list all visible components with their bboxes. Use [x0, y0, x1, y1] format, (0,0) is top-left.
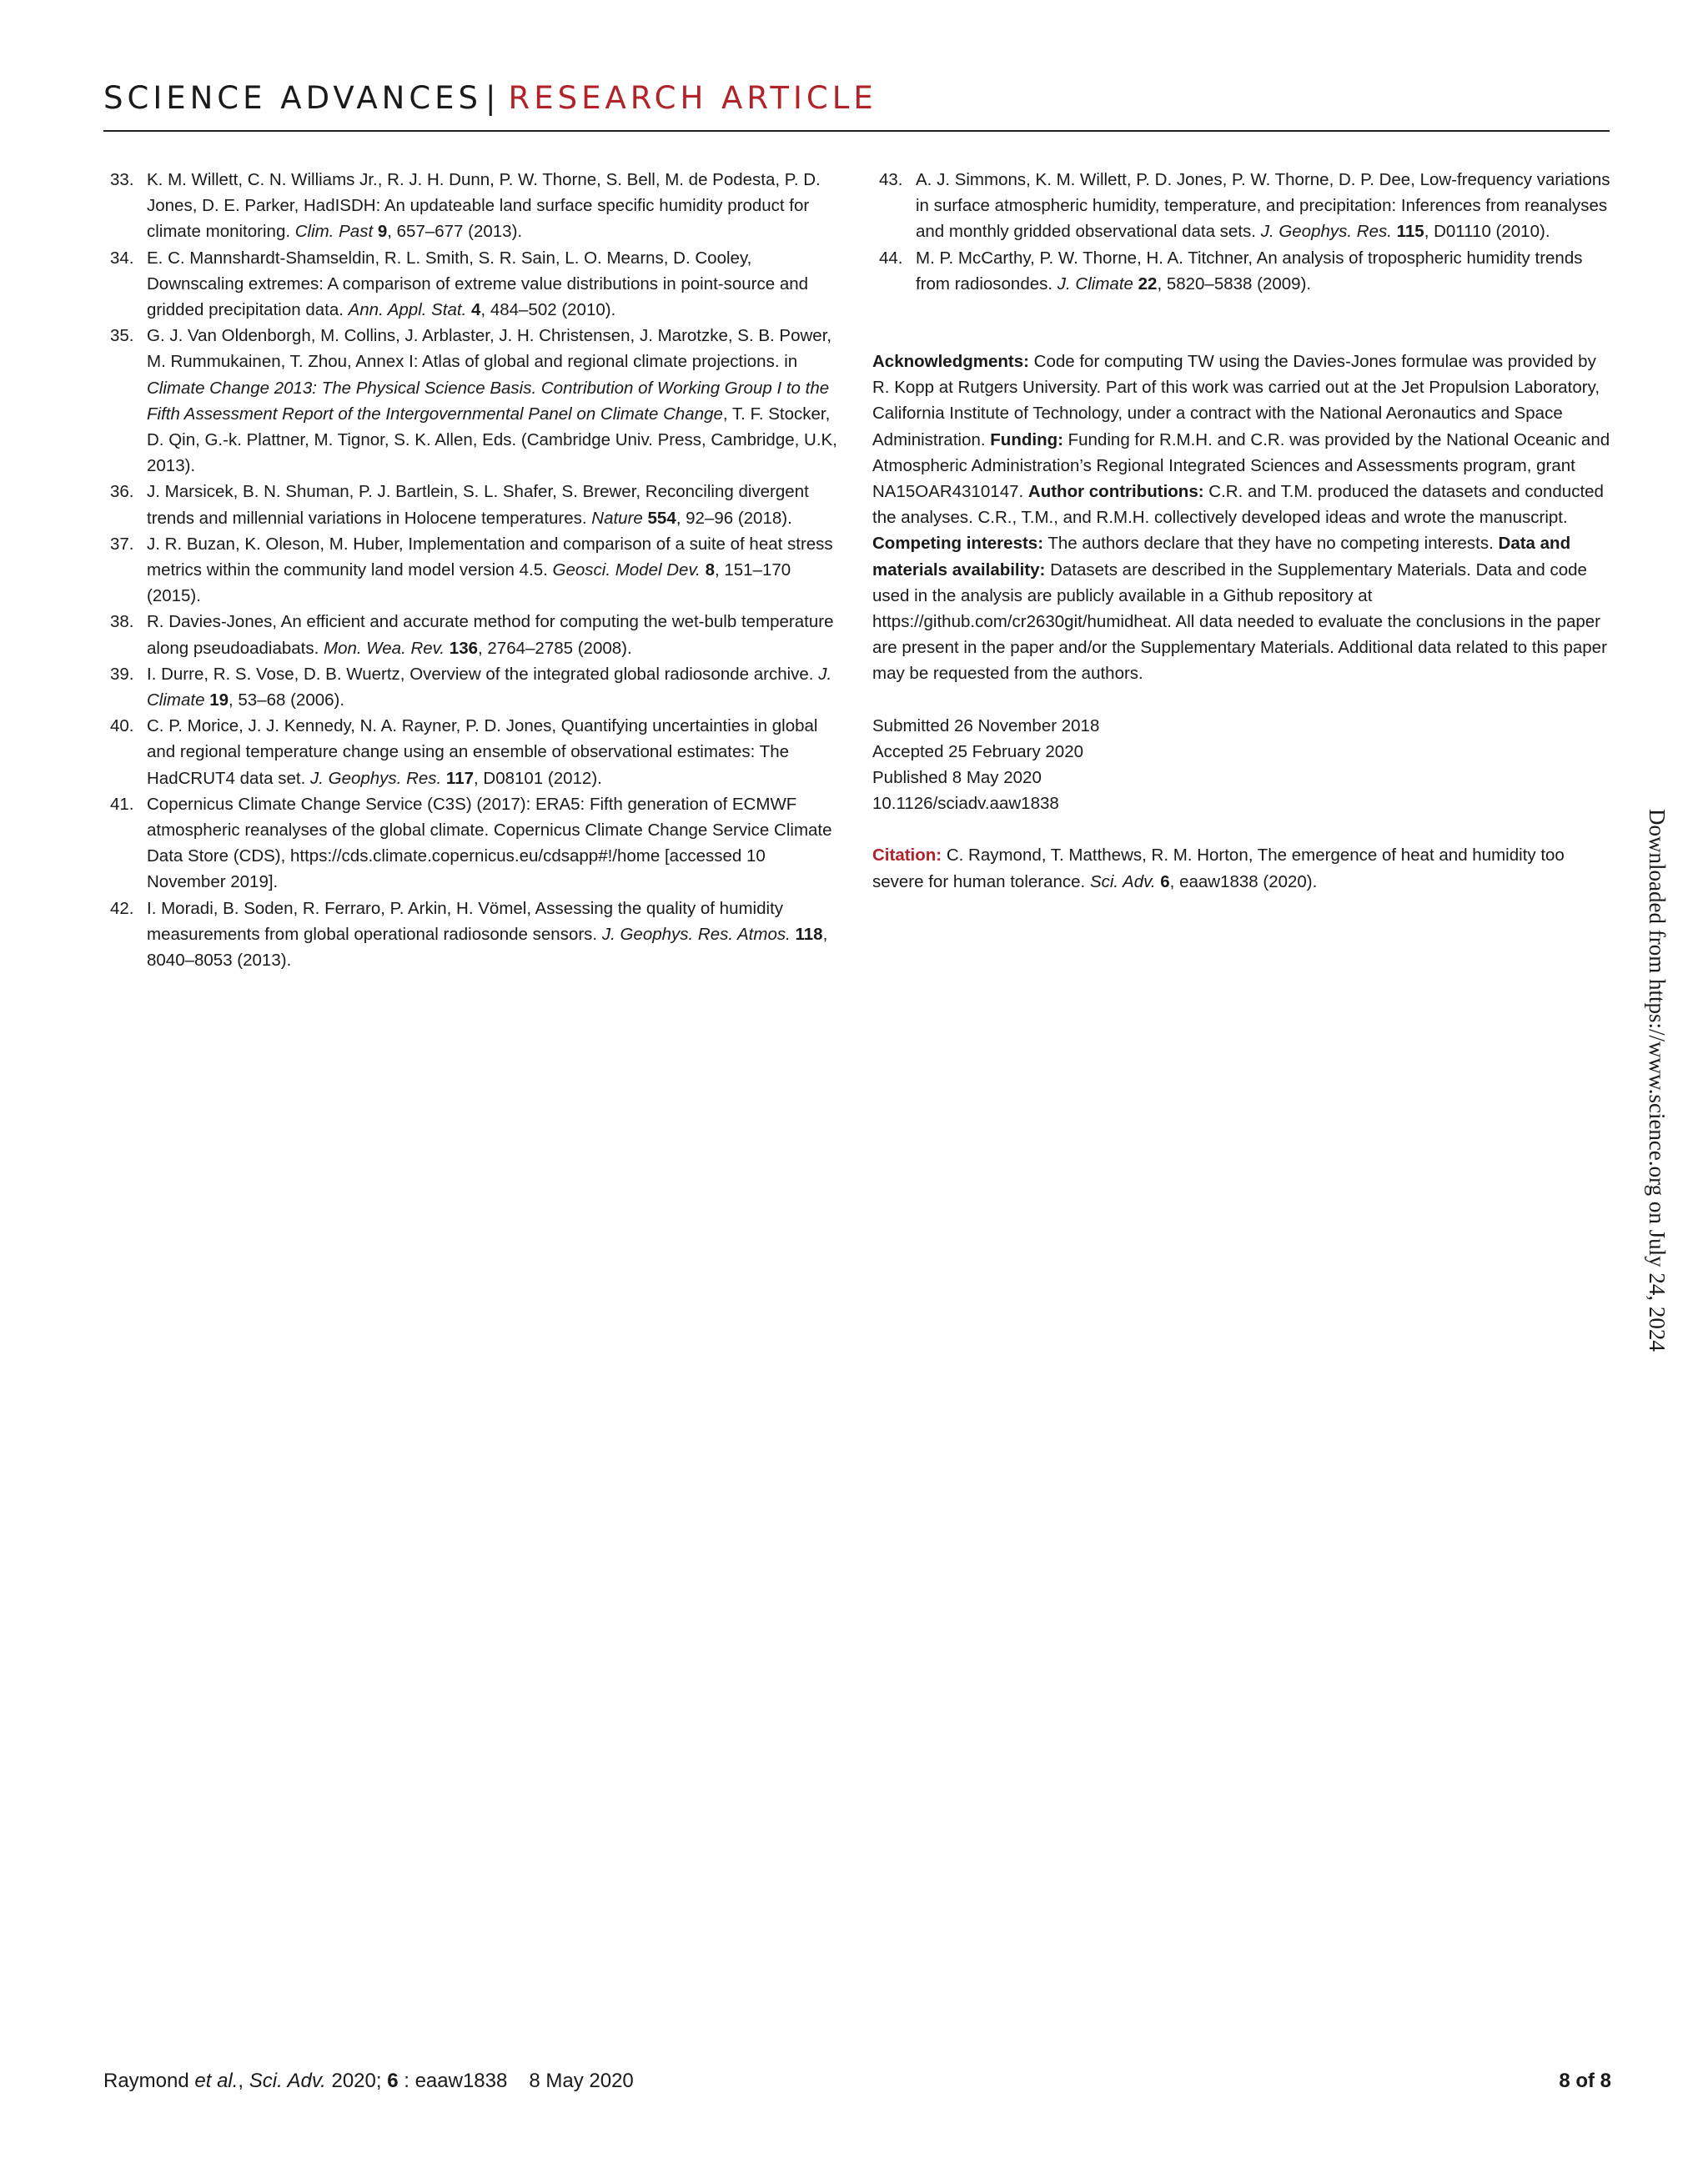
text-run: , T. F. Stocker, D. Qin, G.-k. Plattner, M. Tignor, S. K. Allen, Eds. (Cambridge Univ. Press, Cambridge, U.K, 2013). [147, 404, 837, 476]
citation-volume: 6 [1160, 871, 1170, 891]
text-run: G. J. Van Oldenborgh, M. Collins, J. Arblaster, J. H. Christensen, J. Marotzke, S. B. Power, M. Rummukainen, T. Zhou, Annex I: Atlas of global and regional climate projections. in [147, 326, 832, 372]
reference-item [103, 323, 846, 479]
bold-text: 117 [445, 768, 474, 788]
text-run: Funding for R.M.H. and C.R. was provided by the National Oceanic and Atmospheric Administration’s Regional Integrated Sciences and Assessments program, grant NA15OAR4310147. [872, 429, 1610, 502]
reference-number: 44. [879, 248, 903, 268]
reference-item [103, 896, 846, 974]
reference-item [103, 791, 846, 896]
text-run: Code for computing TW using the Davies-Jones formulae was provided by R. Kopp at Rutgers University. Part of this work was carried out at the Jet Propulsion Laboratory, California Institute of Technology, under a contract with the National Aeronautics and Space Administration. [872, 352, 1600, 449]
page-number: 8 of 8 [1559, 2070, 1611, 2092]
italic-text: J. Geophys. Res. [309, 768, 442, 788]
reference-text [916, 170, 1610, 241]
footer-journal: Sci. Adv. [249, 2070, 326, 2092]
footer-comma: , [238, 2070, 249, 2092]
text-run: I. Durre, R. S. Vose, D. B. Wuertz, Overview of the integrated global radiosonde archive. [147, 664, 819, 684]
reference-text [147, 716, 817, 787]
reference-text [147, 665, 831, 710]
download-watermark-text: Downloaded from https://www.science.org on July 24, 2024 [1645, 809, 1670, 1352]
text-run: , 53–68 (2006). [229, 690, 345, 710]
reference-item [103, 609, 846, 660]
text-run: M. P. McCarthy, P. W. Thorne, H. A. Titchner, An analysis of tropospheric humidity trends from radiosondes. [916, 248, 1583, 294]
reference-text [147, 795, 832, 892]
italic-text: J. Geophys. Res. Atmos. [601, 924, 791, 944]
publication-dates [872, 713, 1611, 817]
reference-text [147, 170, 821, 241]
reference-item [103, 531, 846, 610]
italic-text: Ann. Appl. Stat. [348, 300, 467, 320]
journal-name: SCIENCE ADVANCES [103, 80, 483, 116]
header-separator: | [485, 80, 500, 116]
italic-text: Mon. Wea. Rev. [324, 638, 445, 658]
italic-text: J. Climate [1057, 274, 1133, 294]
footer-author: Raymond [103, 2070, 195, 2092]
text-run: I. Moradi, B. Soden, R. Ferraro, P. Arkin, H. Vömel, Assessing the quality of humidity measurements from global operational radiosonde sensors. [147, 898, 784, 944]
reference-number: 43. [879, 170, 903, 189]
text-run: , D08101 (2012). [474, 768, 602, 788]
reference-number: 37. [110, 534, 134, 554]
bold-text: Competing interests: [872, 534, 1044, 554]
doi: 10.1126/sciadv.aaw1838 [872, 794, 1059, 814]
text-run: , 2764–2785 (2008). [478, 638, 632, 658]
text-run: , 5820–5838 (2009). [1157, 274, 1312, 294]
italic-text: J. Geophys. Res. [1260, 222, 1392, 242]
bold-text: 8 [705, 560, 715, 580]
page-footer-citation [103, 2070, 634, 2093]
text-run: J. Marsicek, B. N. Shuman, P. J. Bartlein, S. L. Shafer, S. Brewer, Reconciling divergent trends and millennial variations in Holocene temperatures. [147, 482, 809, 528]
citation-pages: , eaaw1838 (2020). [1169, 871, 1318, 891]
reference-item [103, 479, 846, 530]
reference-text [147, 534, 833, 605]
italic-text: J. Climate [147, 664, 832, 710]
italic-text: Climate Change 2013: The Physical Science Basis. Contribution of Working Group I to the Fifth Assessment Report of the Intergovernmental Panel on Climate Change [147, 378, 830, 424]
reference-item [103, 167, 846, 245]
reference-number: 40. [110, 716, 134, 736]
acknowledgments-paragraph [872, 349, 1611, 687]
bold-text: 136 [449, 638, 479, 658]
text-run: , 151–170 (2015). [147, 560, 791, 606]
italic-text: Nature [591, 508, 643, 528]
reference-number: 36. [110, 482, 134, 502]
reference-text [147, 248, 808, 319]
footer-etal: et al. [194, 2070, 239, 2092]
footer-date: 8 May 2020 [529, 2070, 634, 2092]
text-run: Datasets are described in the Supplementary Materials. Data and code used in the analysis are publicly available in a Github repository at https://github.com/cr2630git/humidheat. All data needed to evaluate the conclusions in the paper are present in the paper and/or the Supplementary Materials. Additional data related to this paper may be requested from the authors. [872, 560, 1607, 684]
reference-item [103, 713, 846, 791]
reference-list-right [872, 167, 1611, 297]
header-rule [103, 130, 1610, 132]
bold-text: 554 [647, 508, 676, 528]
text-run: A. J. Simmons, K. M. Willett, P. D. Jones, P. W. Thorne, D. P. Dee, Low-frequency variations in surface atmospheric humidity, temperature, and precipitation: Inferences from reanalyses and monthly gridded observational data sets. [916, 170, 1610, 242]
reference-text [147, 482, 809, 527]
citation-journal: Sci. Adv. [1089, 871, 1156, 891]
reference-text [147, 612, 833, 657]
bold-text: Author contributions: [1027, 482, 1204, 502]
article-type: RESEARCH ARTICLE [508, 80, 877, 116]
text-run: , D01110 (2010). [1424, 222, 1550, 242]
references-left-column [103, 167, 846, 973]
text-run: C. P. Morice, J. J. Kennedy, N. A. Rayner, P. D. Jones, Quantifying uncertainties in global and regional temperature change using an ensemble of observational estimates: The HadCRUT4 data set. [147, 716, 818, 788]
right-column [872, 167, 1611, 895]
text-run: Copernicus Climate Change Service (C3S) (2017): ERA5: Fifth generation of ECMWF atmospheric reanalyses of the global climate. Copernicus Climate Change Service Climate Data Store (CDS), https://cds.climate.copernicus.eu/cdsapp#!/home [accessed 10 November 2019]. [147, 794, 832, 892]
text-run: , 657–677 (2013). [387, 222, 523, 242]
reference-number: 41. [110, 794, 134, 814]
text-run: , 484–502 (2010). [480, 300, 616, 320]
citation-text: C. Raymond, T. Matthews, R. M. Horton, The emergence of heat and humidity too severe for human tolerance. [872, 846, 1565, 891]
text-run: The authors declare that they have no competing interests. [1043, 534, 1499, 554]
footer-year: 2020; [325, 2070, 388, 2092]
text-run: , 8040–8053 (2013). [147, 924, 828, 971]
citation-label: Citation: [872, 846, 942, 866]
reference-item [103, 245, 846, 324]
bold-text: Funding: [990, 429, 1063, 449]
text-run: R. Davies-Jones, An efficient and accurate method for computing the wet-bulb temperature along pseudoadiabats. [147, 612, 834, 658]
download-watermark [1636, 809, 1670, 1676]
bold-text: 118 [795, 924, 823, 944]
reference-item [872, 167, 1611, 245]
reference-number: 33. [110, 170, 134, 189]
text-run: K. M. Willett, C. N. Williams Jr., R. J. H. Dunn, P. W. Thorne, S. Bell, M. de Podesta, P. D. Jones, D. E. Parker, HadISDH: An updateable land surface specific humidity product for climate monitoring. [147, 170, 821, 242]
reference-text [147, 899, 827, 970]
bold-text: Acknowledgments: [872, 352, 1029, 372]
reference-number: 34. [110, 248, 134, 268]
italic-text: Clim. Past [294, 222, 374, 242]
bold-text: 4 [471, 300, 481, 320]
accepted-date: Accepted 25 February 2020 [872, 741, 1083, 761]
footer-volume: 6 [387, 2070, 399, 2092]
reference-item [872, 245, 1611, 297]
bold-text: Data and materials availability: [872, 534, 1571, 580]
bold-text: 115 [1396, 222, 1424, 242]
submitted-date: Submitted 26 November 2018 [872, 715, 1100, 735]
text-run: , 92–96 (2018). [676, 508, 792, 528]
text-run: J. R. Buzan, K. Oleson, M. Huber, Implementation and comparison of a suite of heat stress metrics within the community land model version 4.5. [147, 534, 833, 580]
reference-number: 42. [110, 898, 134, 918]
footer-article: : eaaw1838 [398, 2070, 508, 2092]
text-run: E. C. Mannshardt-Shamseldin, R. L. Smith, S. R. Sain, L. O. Mearns, D. Cooley, Downscaling extremes: A comparison of extreme value distributions in point-source and gridded precipitation data. [147, 248, 809, 320]
italic-text: Geosci. Model Dev. [552, 560, 701, 580]
bold-text: 9 [377, 222, 388, 242]
bold-text: 22 [1138, 274, 1158, 294]
reference-number: 39. [110, 664, 134, 684]
running-header [103, 80, 1605, 130]
reference-number: 35. [110, 326, 134, 346]
text-run: C.R. and T.M. produced the datasets and conducted the analyses. C.R., T.M., and R.M.H. collectively developed ideas and wrote the manuscript. [872, 482, 1604, 528]
reference-text [916, 248, 1582, 294]
published-date: Published 8 May 2020 [872, 768, 1042, 788]
reference-text [147, 326, 837, 475]
bold-text: 19 [209, 690, 229, 710]
citation-paragraph [872, 842, 1611, 894]
reference-number: 38. [110, 612, 134, 632]
reference-item [103, 661, 846, 713]
reference-list-left [103, 167, 846, 973]
